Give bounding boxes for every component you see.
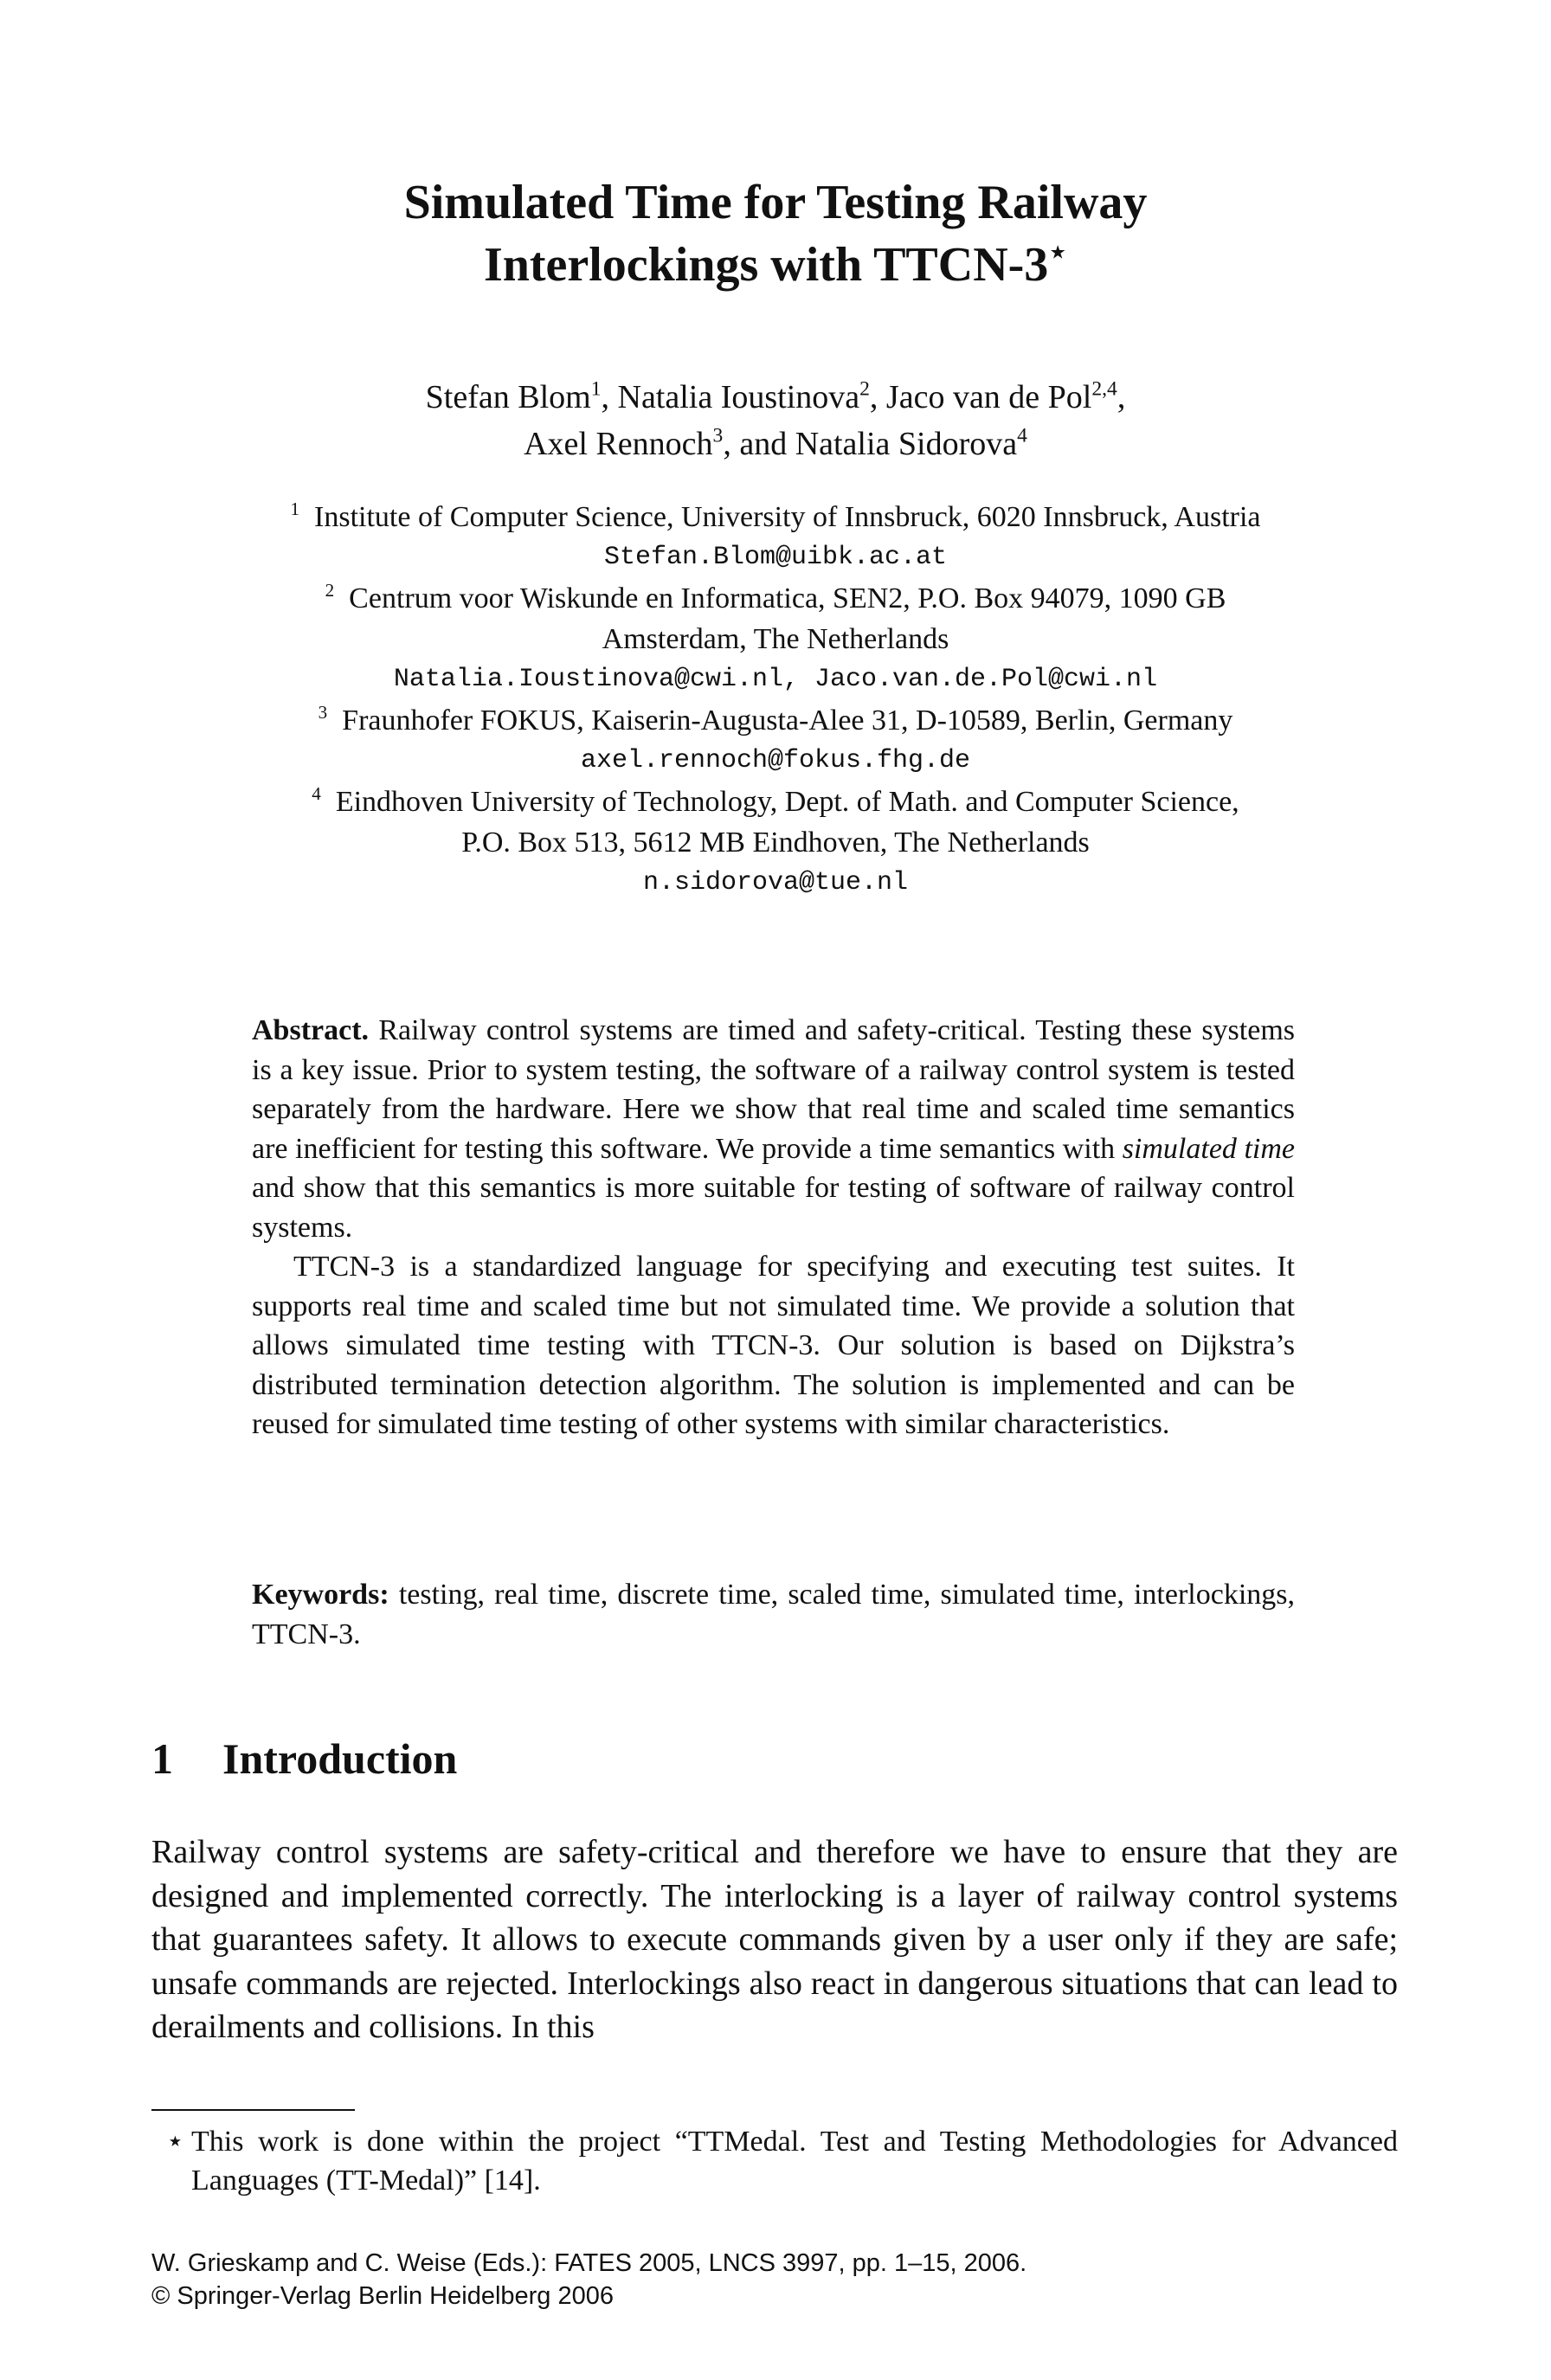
author-van-de-pol: Jaco van de Pol	[885, 379, 1092, 415]
credit-line-2: © Springer-Verlag Berlin Heidelberg 2006	[151, 2282, 615, 2310]
abstract	[252, 1011, 1295, 1444]
author-rennoch: Axel Rennoch	[524, 426, 713, 462]
section-heading	[151, 1731, 457, 1786]
footnote	[151, 2122, 1398, 2200]
affiliation-2-cont: Amsterdam, The Netherlands	[602, 623, 949, 655]
keywords	[252, 1575, 1295, 1654]
author-list	[0, 374, 1551, 467]
email-3[interactable]: axel.rennoch@fokus.fhg.de	[580, 746, 971, 775]
section-number: 1	[151, 1734, 173, 1783]
footnote-text: This work is done within the project “TTMedal. Test and Testing Methodologies for Advanced Languages (TT-Medal)” [14].	[191, 2126, 1398, 2197]
footnote-rule	[151, 2109, 355, 2111]
intro-paragraph: Railway control systems are safety-critical and therefore we have to ensure that they are designed and implemented correctly. The interlocking is a layer of railway control systems that guarantees safety. It allows to execute commands given by a user only if they are safe; unsafe commands are rejected. Interlockings also react in dangerous situations that can lead to derailments and collisions. In this	[151, 1834, 1398, 2045]
email-2[interactable]: Natalia.Ioustinova@cwi.nl, Jaco.van.de.Pol@cwi.nl	[393, 665, 1158, 694]
footnote-mark: ⋆	[165, 2126, 184, 2158]
author-blom: Stefan Blom	[425, 379, 591, 415]
authors-line-1: Stefan Blom$^1$, Natalia Ioustinova$^2$, Jaco van de Pol$^{2,4}$,	[425, 377, 1126, 415]
affiliation-3: $^3$ Fraunhofer FOKUS, Kaiserin-Augusta-Alee 31, D-10589, Berlin, Germany	[318, 701, 1233, 737]
email-1[interactable]: Stefan.Blom@uibk.ac.at	[603, 543, 948, 572]
affiliation-4-cont: P.O. Box 513, 5612 MB Eindhoven, The Netherlands	[461, 827, 1090, 859]
section-title: Introduction	[222, 1734, 458, 1783]
keywords-label: Keywords:	[252, 1579, 389, 1611]
abstract-label: Abstract.	[252, 1014, 370, 1046]
paper-title	[0, 171, 1551, 296]
affiliation-1: $^1$ Institute of Computer Science, University of Innsbruck, 6020 Innsbruck, Austria	[290, 498, 1261, 533]
title-line-2: Interlockings with TTCN-3⋆	[483, 235, 1068, 292]
keywords-text: testing, real time, discrete time, scaled time, simulated time, interlockings, TTCN-3.	[252, 1579, 1296, 1650]
title-footnote-mark: ⋆	[1048, 235, 1068, 269]
author-ioustinova: Natalia Ioustinova	[617, 379, 860, 415]
affiliation-2: $^2$ Centrum voor Wiskunde en Informatica, SEN2, P.O. Box 94079, 1090 GB	[325, 579, 1226, 614]
email-4[interactable]: n.sidorova@tue.nl	[642, 868, 909, 897]
credit-line-1: W. Grieskamp and C. Weise (Eds.): FATES 2005, LNCS 3997, pp. 1–15, 2006.	[151, 2249, 1027, 2277]
abstract-paragraph-2: TTCN-3 is a standardized language for specifying and executing test suites. It supports real time and scaled time but not simulated time. We provide a solution that allows simulated time testing with TTCN-3. Our solution is based on Dijkstra’s distributed termination detection algorithm. The solution is implemented and can be reused for simulated time testing of other systems with similar characteristics.	[252, 1251, 1295, 1440]
author-sidorova: and Natalia Sidorova	[739, 426, 1018, 462]
affiliations	[0, 497, 1551, 904]
abstract-paragraph-1: Abstract. Railway control systems are timed and safety-critical. Testing these systems is a key issue. Prior to system testing, the software of a railway control system is tested separately from the hardware. Here we show that real time and scaled time semantics are inefficient for testing this software. We provide a time semantics with simulated time and show that this semantics is more suitable for testing of software of railway control systems.	[252, 1014, 1296, 1244]
publication-credit	[151, 2247, 1026, 2312]
title-line-1: Simulated Time for Testing Railway	[403, 176, 1148, 229]
affiliation-4: $^4$ Eindhoven University of Technology, Dept. of Math. and Computer Science,	[312, 782, 1239, 818]
authors-line-2: Axel Rennoch$^3$, and Natalia Sidorova$^4$	[524, 424, 1027, 462]
